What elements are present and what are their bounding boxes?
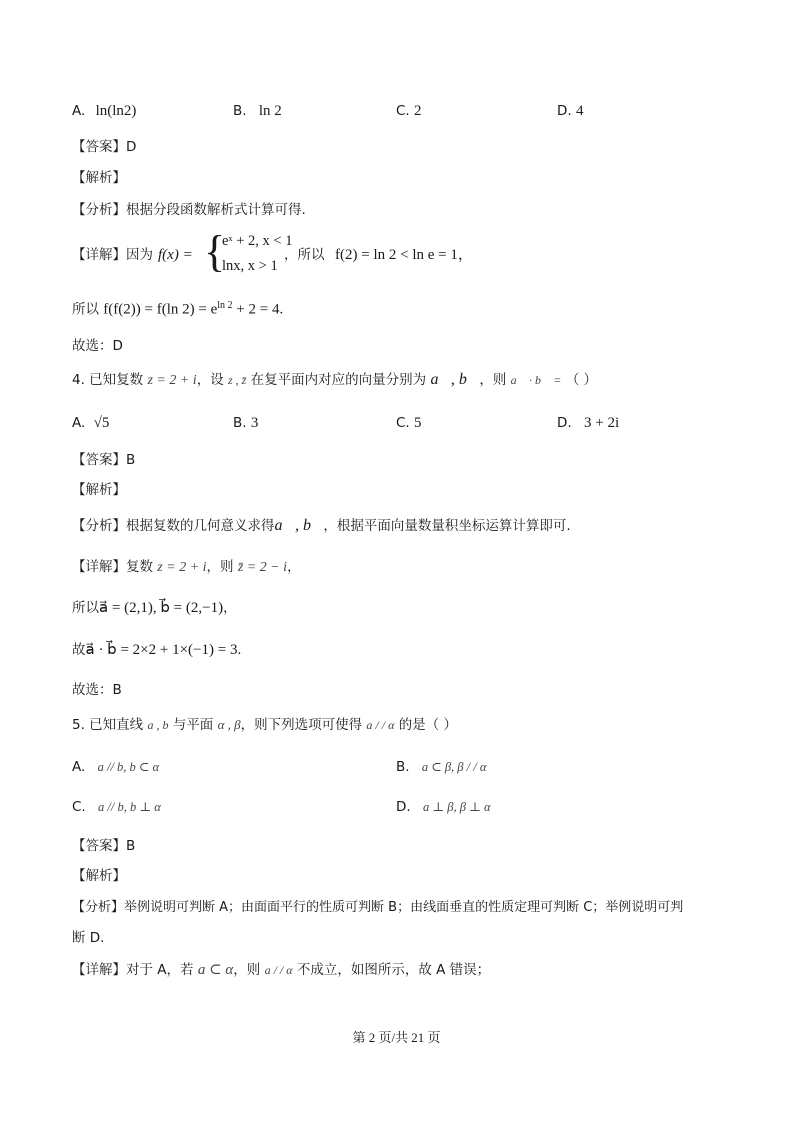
q3-answer: 【答案】D (72, 139, 137, 155)
q5-fenxi-line-1: 【分析】举例说明可判断 A；由面面平行的性质可判断 B；由线面垂直的性质定理可判断 C；举例说明可判 (72, 900, 684, 915)
q4-fenxi (72, 516, 571, 536)
q4-stem-a: 4. 已知复数 (72, 372, 144, 388)
option-value: 3 + 2i (583, 415, 620, 431)
option-value: a ⊂ β, β / / α (421, 760, 487, 774)
q5-xiangjie-par: a / / α (264, 963, 293, 977)
q5-stem-d: 的是（ ） (398, 717, 457, 733)
piecewise-case-2: lnx, x > 1 (222, 258, 278, 274)
q3-option-b (233, 101, 282, 121)
q5-xiangjie-sub: a ⊂ α (197, 962, 234, 978)
q3-jiexi-label: 【解析】 (72, 170, 126, 186)
q4-jiexi-label: 【解析】 (72, 482, 126, 498)
q4-stem-z: z = 2 + i (147, 373, 197, 388)
option-letter: C. (72, 799, 86, 815)
q3-fx-lhs: f(x) = (158, 247, 193, 263)
q5-xiangjie (72, 960, 490, 980)
q3-option-c (396, 101, 422, 121)
q5-answer: 【答案】B (72, 838, 136, 854)
q4-dot-expr: a⃗ · b⃗ = 2×2 + 1×(−1) = 3. (85, 642, 242, 658)
q3-line2 (72, 296, 283, 320)
q4-stem (72, 370, 597, 391)
option-value: 4 (575, 103, 584, 119)
q4-stem-d: ，则 (479, 372, 507, 388)
option-letter: C. (396, 415, 410, 431)
option-letter: D. (557, 415, 572, 431)
option-letter: A. (72, 415, 86, 431)
q3-xiangjie-expr: f(2) = ln 2 < ln e = 1， (335, 247, 473, 263)
option-value: ln(ln2) (95, 103, 137, 119)
q4-dot-line (72, 640, 241, 660)
q5-jiexi-label: 【解析】 (72, 868, 126, 884)
q5-option-a (72, 757, 159, 777)
q5-stem (72, 715, 457, 735)
q4-stem-e: （ ） (565, 372, 597, 388)
option-value: √5 (93, 415, 110, 431)
q4-xiangjie-c: ， (287, 559, 301, 575)
q4-vectors-expr: a⃗ = (2,1), b⃗ = (2,−1) (99, 600, 224, 616)
q3-option-a (72, 101, 136, 121)
q4-xiangjie-zbar: z̄ = 2 − i (237, 560, 288, 575)
q5-xiangjie-b: ，则 (233, 962, 261, 978)
q5-stem-b: 与平面 (172, 717, 214, 733)
option-letter: A. (72, 759, 86, 775)
q4-vectors-line (72, 598, 237, 618)
option-letter: B. (396, 759, 410, 775)
q4-dot-prefix: 故 (72, 642, 86, 658)
q4-xiangjie-z: z = 2 + i (157, 560, 207, 575)
q4-option-c (396, 413, 422, 433)
piecewise-case-1: eˣ + 2, x < 1 (222, 233, 293, 249)
q4-option-a (72, 413, 109, 433)
q4-stem-c: 在复平面内对应的向量分别为 (250, 372, 427, 388)
q4-option-d (557, 413, 619, 433)
option-letter: D. (557, 103, 572, 119)
option-value: 2 (414, 103, 422, 119)
q3-line2-expr: f(f(2)) = f(ln 2) = e (103, 301, 218, 318)
q5-stem-ab: a , b (147, 718, 169, 732)
q3-xiangjie-mid: ，所以 (284, 247, 325, 263)
q5-xiangjie-c: 不成立，如图所示，故 A 错误； (296, 962, 491, 978)
option-letter: B. (233, 415, 247, 431)
option-value: a // b, b ⊂ α (97, 760, 160, 774)
q3-choice: 故选：D (72, 338, 123, 354)
q5-option-d (396, 797, 491, 817)
q4-option-b (233, 413, 258, 433)
q3-option-d (557, 101, 583, 121)
option-letter: D. (396, 799, 411, 815)
q5-stem-a: 5. 已知直线 (72, 717, 144, 733)
q5-fenxi-line-2: 断 D. (72, 930, 105, 946)
page-footer: 第 2 页/共 21 页 (352, 1030, 441, 1045)
option-value: a ⊥ β, β ⊥ α (422, 800, 491, 814)
q5-xiangjie-a: 【详解】对于 A，若 (72, 962, 194, 978)
q4-choice: 故选：B (72, 682, 122, 698)
piecewise-brace: { (204, 227, 226, 276)
q4-xiangjie-a: 【详解】复数 (72, 559, 153, 575)
option-value: 3 (250, 415, 259, 431)
q3-fenxi: 【分析】根据分段函数解析式计算可得. (72, 202, 306, 218)
q4-vectors-prefix: 所以 (72, 600, 99, 616)
option-letter: A. (72, 103, 86, 119)
q4-vectors-tail: ， (223, 600, 237, 616)
q4-xiangjie (72, 557, 301, 578)
q5-stem-c: ，则下列选项可使得 (240, 717, 363, 733)
q4-answer: 【答案】B (72, 452, 136, 468)
q3-line2-sup: ln 2 (217, 300, 233, 311)
q3-line2-prefix: 所以 (72, 301, 99, 318)
q5-option-c (72, 797, 161, 817)
q4-stem-ab: a⃗, b⃗ (430, 371, 480, 388)
q3-xiangjie-label: 【详解】因为 (72, 247, 153, 263)
q5-stem-par: a / / α (366, 718, 395, 732)
q4-fenxi-a: 【分析】根据复数的几何意义求得 (72, 518, 275, 534)
option-letter: C. (396, 103, 410, 119)
option-value: ln 2 (258, 103, 282, 119)
q3-line2-tail: + 2 = 4. (232, 301, 284, 318)
q5-stem-planes: α , β (217, 717, 241, 732)
option-letter: B. (233, 103, 247, 119)
q4-fenxi-b: ，根据平面向量数量积坐标运算计算即可. (323, 518, 571, 534)
option-value: 5 (414, 415, 422, 431)
q4-stem-b: ，设 (196, 372, 224, 388)
q4-xiangjie-b: ，则 (206, 559, 234, 575)
q5-option-b (396, 757, 486, 777)
q4-fenxi-ab: a⃗, b⃗ (274, 517, 324, 534)
q4-stem-zz: z , z̄ (228, 373, 247, 387)
option-value: a // b, b ⊥ α (98, 800, 161, 814)
q4-stem-dot: a⃗ · b⃗ = (510, 373, 562, 387)
